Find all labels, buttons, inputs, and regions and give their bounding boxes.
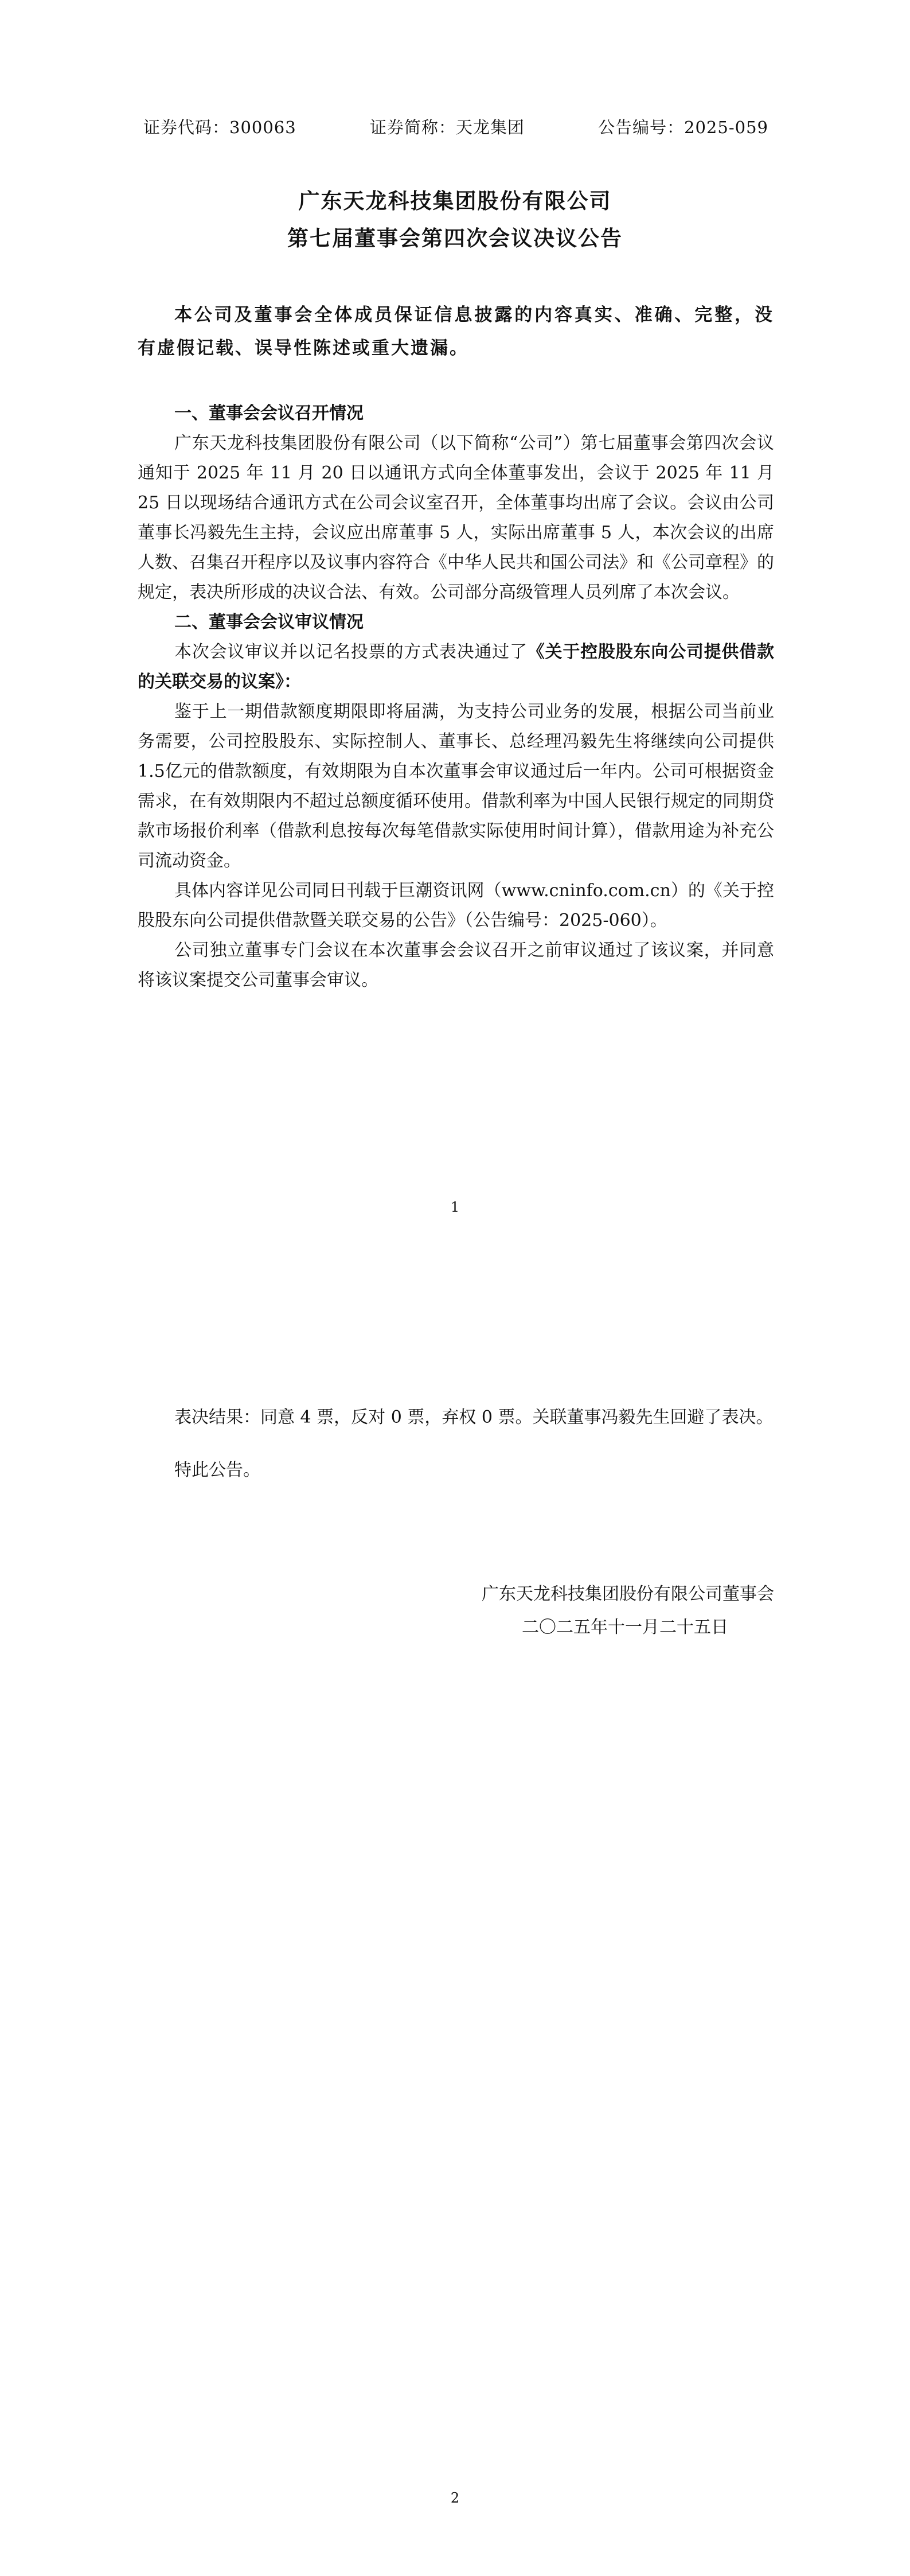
company-title: 广东天龙科技集团股份有限公司 [298,189,612,213]
signature-date: 二〇二五年十一月二十五日 [522,1617,728,1637]
vote-result: 表决结果：同意 4 票，反对 0 票，弃权 0 票。关联董事冯毅先生回避了表决。 [174,1407,774,1427]
header-line [143,115,768,138]
motion-title: 《关于控股股东向公司提供借款的关联交易的议案》： [138,642,775,692]
page-2-body [138,1403,774,1485]
section-2-paragraph-3: 公司独立董事专门会议在本次董事会会议召开之前审议通过了该议案，并同意将该议案提交公司董事会审议。 [138,940,774,990]
section-2-heading: 二、董事会会议审议情况 [174,612,364,632]
meeting-title: 第七届董事会第四次会议决议公告 [287,226,623,251]
main-body [138,399,774,995]
section-2-paragraph-1: 鉴于上一期借款额度期限即将届满，为支持公司业务的发展，根据公司当前业务需要，公司控股股东、实际控制人、董事长、总经理冯毅先生将继续向公司提供1.5亿元的借款额度，有效期限为自本次董事会审议通过后一年内。公司可根据资金需求，在有效期限内不超过总额度循环使用。借款利率为中国人民银行规定的同期贷款市场报价利率（借款利息按每次每笔借款实际使用时间计算），借款用途为补充公司流动资金。 [138,702,774,871]
stock-abbreviation: 证券简称：天龙集团 [369,118,525,137]
section-2-intro [138,637,774,697]
signature-company: 广东天龙科技集团股份有限公司董事会 [482,1584,774,1604]
board-guarantee-notice: 本公司及董事会全体成员保证信息披露的内容真实、准确、完整，没有虚假记载、误导性陈述或重大遗漏。 [138,305,774,359]
section-1-heading: 一、董事会会议召开情况 [174,403,364,423]
signature-block [138,1578,774,1644]
closing-text: 特此公告。 [174,1460,260,1480]
section-2-paragraph-2: 具体内容详见公司同日刊载于巨潮资讯网（www.cninfo.com.cn）的《关于控股股东向公司提供借款暨关联交易的公告》（公告编号：2025-060）。 [138,881,774,931]
stock-code: 证券代码：300063 [143,118,296,137]
notice-number: 公告编号：2025-059 [598,118,768,137]
page-2 [0,1288,910,2576]
section-1-text: 广东天龙科技集团股份有限公司（以下简称“公司”）第七届董事会第四次会议通知于 2025 年 11 月 20 日以通讯方式向全体董事发出，会议于 2025 年 11 月 25 日以现场结合通讯方式在公司会议室召开，全体董事均出席了会议。会议由公司董事长冯毅先生主持，会议应出席董事 5 人，实际出席董事 5 人，本次会议的出席人数、召集召开程序以及议事内容符合《中华人民共和国公司法》和《公司章程》的规定，表决所形成的决议合法、有效。公司部分高级管理人员列席了本次会议。 [138,433,774,602]
page-number-2: 2 [450,2490,460,2506]
section-2-intro-text: 本次会议审议并以记名投票的方式表决通过了 [174,642,528,662]
page-number-1: 1 [450,1199,460,1215]
